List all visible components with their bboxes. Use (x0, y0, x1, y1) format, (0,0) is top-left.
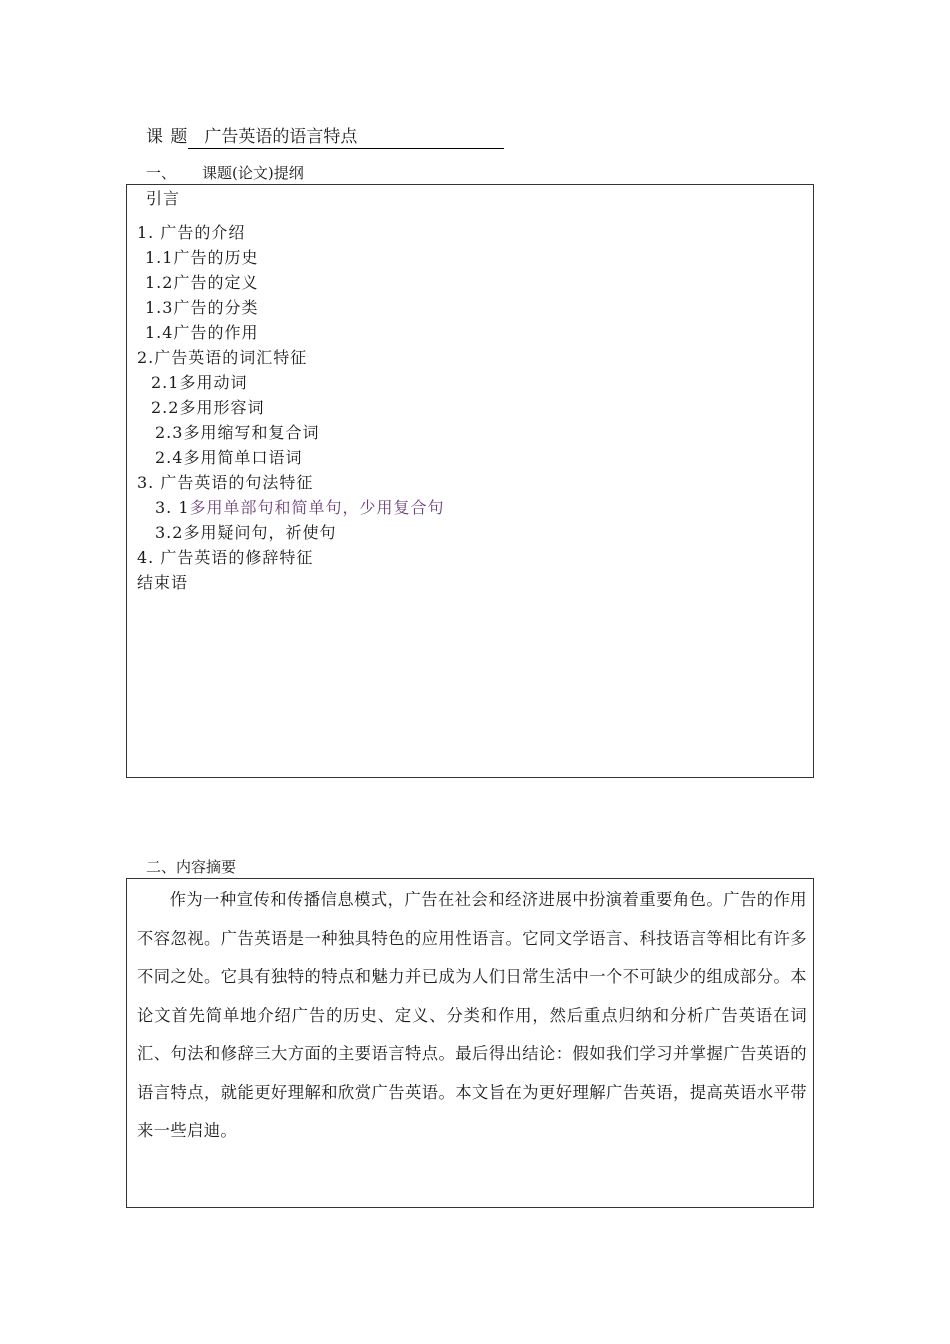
summary-box (126, 878, 814, 1208)
outline-item-2-2: 2.2多用形容词 (151, 398, 265, 417)
outline-item-2-1: 2.1多用动词 (151, 373, 248, 392)
outline-item-1-3: 1.3广告的分类 (145, 298, 259, 317)
outline-item-3-2: 3.2多用疑问句，祈使句 (155, 523, 337, 542)
outline-item-2-3: 2.3多用缩写和复合词 (155, 423, 320, 442)
topic-title-line (146, 126, 504, 149)
topic-value: 广告英语的语言特点 (188, 126, 504, 149)
outline-heading (146, 163, 304, 183)
outline-heading-label: 课题(论文)提纲 (202, 164, 304, 182)
outline-item-2: 2.广告英语的词汇特征 (137, 348, 308, 367)
outline-item-2-4: 2.4多用简单口语词 (155, 448, 303, 467)
outline-item-3-1-number: 3. 1 (155, 498, 190, 517)
outline-item-1: 1. 广告的介绍 (137, 223, 246, 242)
outline-item-conclusion: 结束语 (137, 573, 189, 592)
outline-heading-number: 一、 (146, 164, 177, 182)
topic-label: 课 题 (146, 127, 189, 147)
outline-item-intro: 引言 (146, 189, 181, 208)
outline-item-3-1-text: 多用单部句和简单句，少用复合句 (189, 498, 445, 517)
outline-item-3: 3. 广告英语的句法特征 (137, 473, 314, 492)
outline-box (126, 184, 814, 778)
outline-item-3-1 (155, 498, 445, 518)
outline-item-1-2: 1.2广告的定义 (145, 273, 259, 292)
summary-paragraph: 作为一种宣传和传播信息模式，广告在社会和经济进展中扮演着重要角色。广告的作用不容忽视。广告英语是一种独具特色的应用性语言。它同文学语言、科技语言等相比有许多不同之处。它具有独特的特点和魅力并已成为人们日常生活中一个不可缺少的组成部分。本论文首先简单地介绍广告的历史、定义、分类和作用，然后重点归纳和分析广告英语在词汇、句法和修辞三大方面的主要语言特点。最后得出结论：假如我们学习并掌握广告英语的语言特点，就能更好理解和欣赏广告英语。本文旨在为更好理解广告英语，提高英语水平带来一些启迪。 (137, 890, 807, 1140)
outline-item-4: 4. 广告英语的修辞特征 (137, 548, 314, 567)
outline-item-1-1: 1.1广告的历史 (145, 248, 259, 267)
summary-heading: 二、内容摘要 (146, 858, 237, 876)
outline-item-1-4: 1.4广告的作用 (145, 323, 259, 342)
